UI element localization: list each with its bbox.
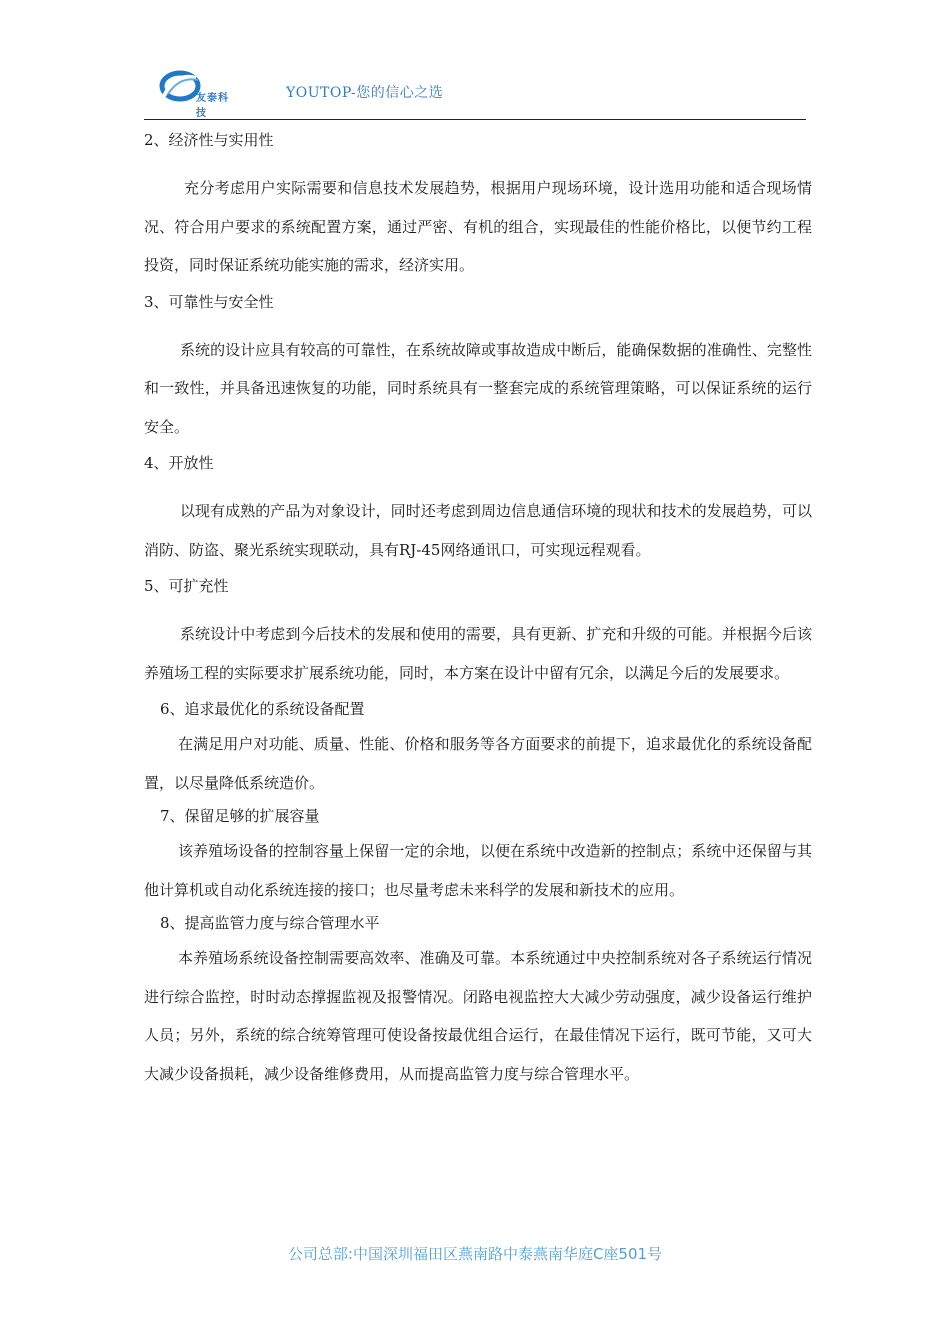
section-heading: 5、可扩充性 [144, 577, 229, 595]
section-paragraph: 以现有成熟的产品为对象设计，同时还考虑到周边信息通信环境的现状和技术的发展趋势，可以消防、防盗、聚光系统实现联动，具有RJ-45网络通讯口，可实现远程观看。 [144, 502, 812, 559]
header-tagline: YOUTOP-您的信心之选 [286, 85, 444, 101]
company-logo [158, 66, 238, 119]
section-heading: 7、保留足够的扩展容量 [160, 807, 320, 825]
header-divider [144, 119, 806, 120]
section-heading: 4、开放性 [144, 454, 214, 472]
section-paragraph: 系统设计中考虑到今后技术的发展和使用的需要，具有更新、扩充和升级的可能。并根据今后该养殖场工程的实际要求扩展系统功能，同时，本方案在设计中留有冗余，以满足今后的发展要求。 [144, 625, 812, 682]
section-paragraph: 系统的设计应具有较高的可靠性，在系统故障或事故造成中断后，能确保数据的准确性、完整性和一致性，并具备迅速恢复的功能，同时系统具有一整套完成的系统管理策略，可以保证系统的运行安全。 [144, 340, 812, 436]
logo-text: 友泰科技 [196, 93, 229, 119]
section-paragraph: 该养殖场设备的控制容量上保留一定的余地，以便在系统中改造新的控制点；系统中还保留与其他计算机或自动化系统连接的接口；也尽量考虑未来科学的发展和新技术的应用。 [144, 842, 812, 899]
section-heading: 6、追求最优化的系统设备配置 [160, 700, 365, 718]
section-heading: 2、经济性与实用性 [144, 131, 274, 149]
page-footer: 公司总部:中国深圳福田区燕南路中泰燕南华庭C座501号 [287, 1245, 663, 1263]
section-heading: 8、提高监管力度与综合管理水平 [160, 914, 380, 932]
section-heading: 3、可靠性与安全性 [144, 292, 274, 311]
section-paragraph: 在满足用户对功能、质量、性能、价格和服务等各方面要求的前提下，追求最优化的系统设备配置，以尽量降低系统造价。 [144, 735, 812, 792]
page-header [154, 64, 806, 120]
section-paragraph: 充分考虑用户实际需要和信息技术发展趋势，根据用户现场环境，设计选用功能和适合现场情况、符合用户要求的系统配置方案，通过严密、有机的组合，实现最佳的性能价格比，以便节约工程投资，同时保证系统功能实施的需求，经济实用。 [144, 179, 812, 274]
document-body [144, 128, 812, 1093]
section-paragraph: 本养殖场系统设备控制需要高效率、准确及可靠。本系统通过中央控制系统对各子系统运行情况进行综合监控，时时动态撑握监视及报警情况。闭路电视监控大大减少劳动强度，减少设备运行维护人员；另外，系统的综合统筹管理可使设备按最优组合运行，在最佳情况下运行，既可节能，又可大大减少设备损耗，减少设备维修费用，从而提高监管力度与综合管理水平。 [144, 949, 812, 1083]
